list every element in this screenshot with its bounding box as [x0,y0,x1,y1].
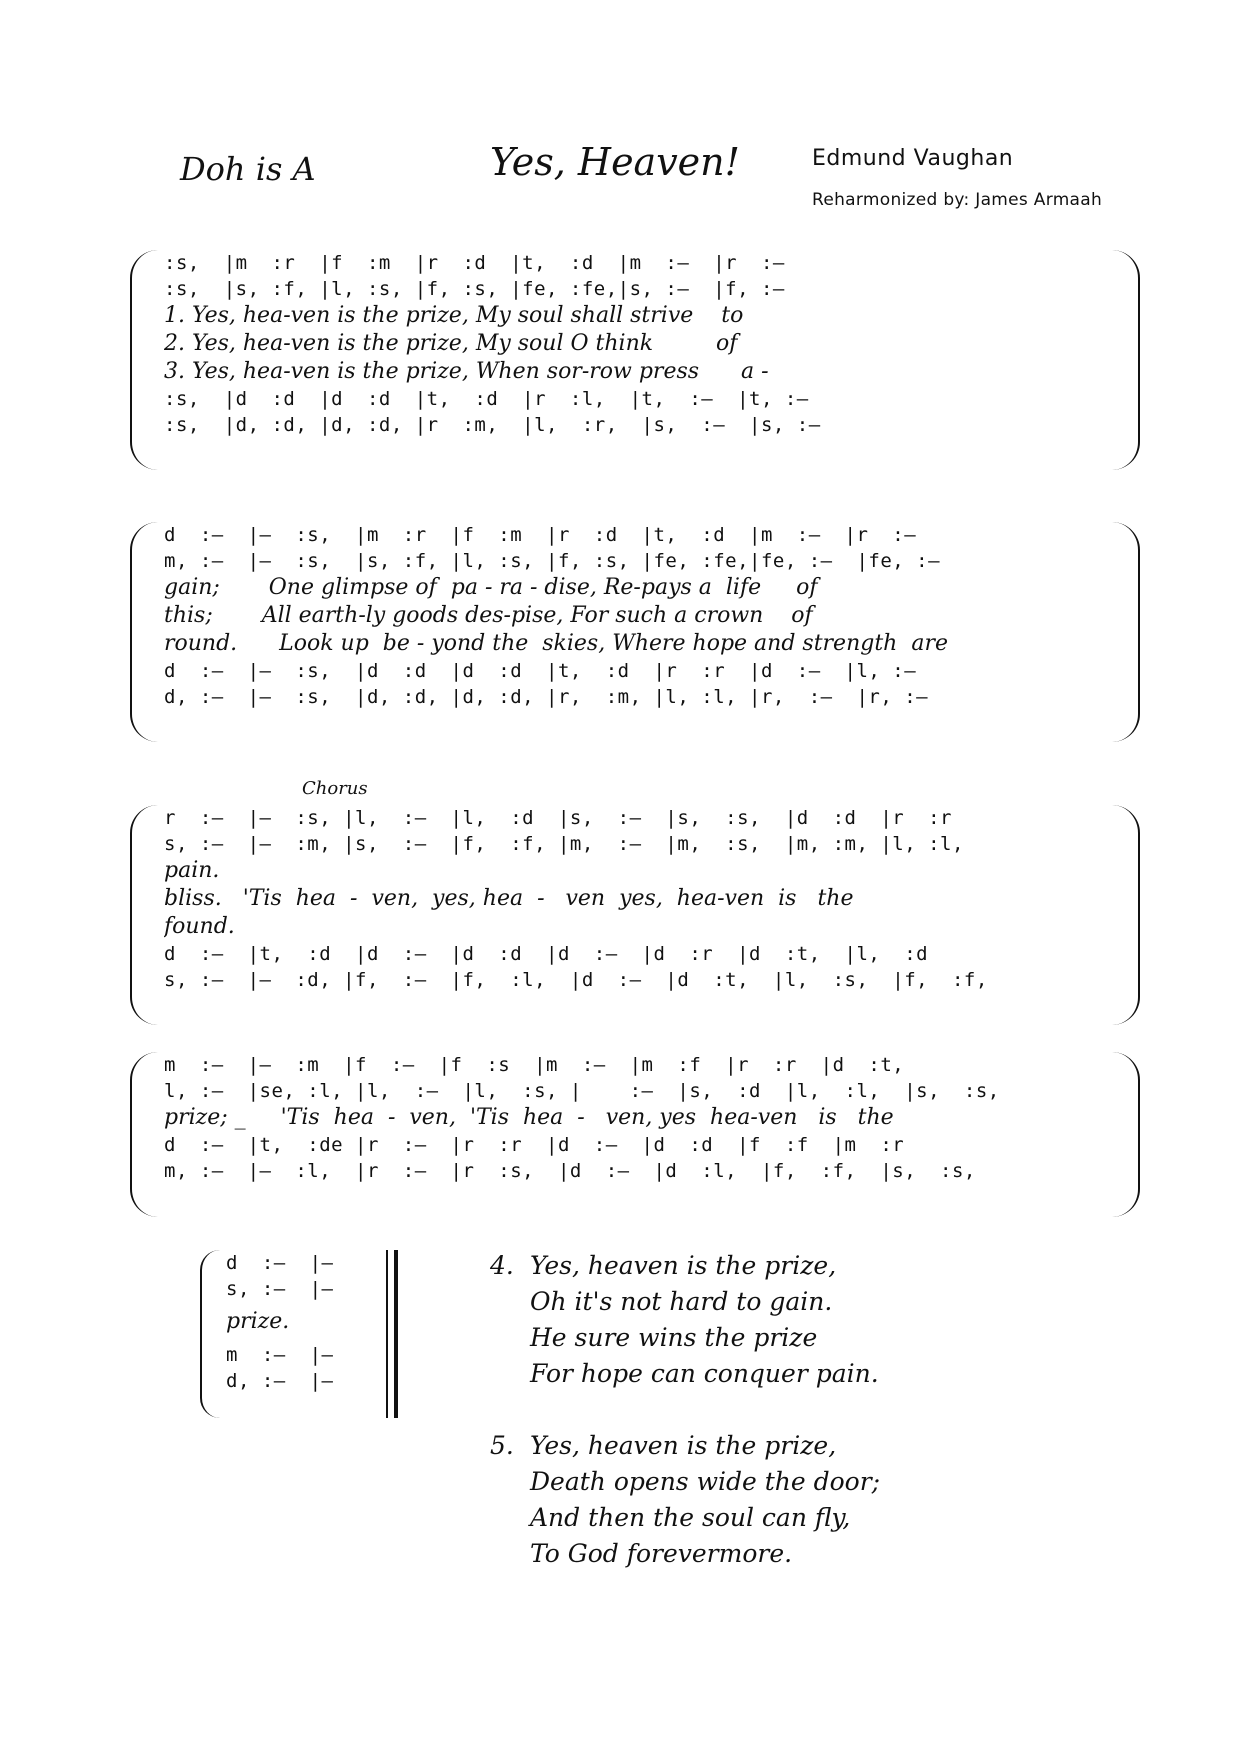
score-system-1 [130,250,1140,470]
song-title: Yes, Heaven! [490,140,740,184]
verse-5 [490,1428,880,1572]
soprano-notes: :s, |m :r |f :m |r :d |t, :d |m :— |r :— [164,252,785,274]
lyric-line-verse-3: found. [164,914,235,939]
chorus-label: Chorus [302,778,368,799]
alto-notes: l, :— |se, :l, |l, :— |l, :s, | :— |s, :d |l, :l, |s, :s, [164,1080,1000,1102]
verse-line: Yes, heaven is the prize, [530,1431,837,1460]
tenor-notes: m :— |— [226,1344,334,1366]
soprano-notes: m :— |— :m |f :— |f :s |m :— |m :f |r :r |d :t, [164,1054,905,1076]
final-measure [200,1250,400,1418]
system-brace-right [1112,805,1140,1025]
verse-line: He sure wins the prize [530,1323,818,1352]
verse-4 [490,1248,879,1392]
tenor-notes: :s, |d :d |d :d |t, :d |r :l, |t, :— |t, :— [164,388,809,410]
key-signature: Doh is A [180,150,316,188]
soprano-notes: d :— |— [226,1252,334,1274]
system-rows [164,1052,1106,1184]
lyric-line-verse-1: pain. [164,858,220,883]
verse-number: 5. [490,1431,514,1460]
score-system-4 [130,1052,1140,1217]
verse-line: Oh it's not hard to gain. [530,1287,833,1316]
final-barline-thin [386,1250,388,1418]
verse-line: To God forevermore. [530,1539,793,1568]
final-brace [200,1250,220,1418]
verse-number: 4. [490,1251,514,1280]
alto-notes: s, :— |— :m, |s, :— |f, :f, |m, :— |m, :s, |m, :m, |l, :l, [164,833,964,855]
bass-notes: d, :— |— :s, |d, :d, |d, :d, |r, :m, |l, :l, |r, :— |r, :— [164,686,929,708]
score-system-2 [130,522,1140,742]
composer-name: Edmund Vaughan [812,146,1014,171]
lyric-line-verse-1: 1. Yes, hea-ven is the prize, My soul shall strive to [164,303,744,328]
system-rows [164,250,1106,438]
lyric-line-verse-2: 2. Yes, hea-ven is the prize, My soul O think of [164,331,738,356]
system-brace-left [130,1052,158,1217]
verse-line: Death opens wide the door; [530,1467,881,1496]
lyric-line-verse-3: round. Look up be - yond the skies, Where hope and strength are [164,631,948,656]
system-brace-right [1112,522,1140,742]
lyric-line-verse-1: gain; One glimpse of pa - ra - dise, Re-pays a life of [164,575,818,600]
alto-notes: :s, |s, :f, |l, :s, |f, :s, |fe, :fe,|s, :— |f, :— [164,278,785,300]
verse-line: For hope can conquer pain. [530,1359,879,1388]
bass-notes: :s, |d, :d, |d, :d, |r :m, |l, :r, |s, :— |s, :— [164,414,821,436]
bass-notes: s, :— |— :d, |f, :— |f, :l, |d :— |d :t, |l, :s, |f, :f, [164,969,988,991]
system-brace-left [130,805,158,1025]
lyric-line-chorus: prize; _ 'Tis hea - ven, 'Tis hea - ven, yes hea-ven is the [164,1105,894,1130]
alto-notes: s, :— |— [226,1278,334,1300]
verse-line: And then the soul can fly, [530,1503,851,1532]
soprano-notes: d :— |— :s, |m :r |f :m |r :d |t, :d |m :— |r :— [164,524,917,546]
soprano-notes: r :— |— :s, |l, :— |l, :d |s, :— |s, :s, |d :d |r :r [164,807,952,829]
alto-notes: m, :— |— :s, |s, :f, |l, :s, |f, :s, |fe, :fe,|fe, :— |fe, :— [164,550,941,572]
lyric-line-verse-3: 3. Yes, hea-ven is the prize, When sor-row press a - [164,359,769,384]
system-brace-left [130,250,158,470]
score-system-3 [130,805,1140,1025]
bass-notes: m, :— |— :l, |r :— |r :s, |d :— |d :l, |f, :f, |s, :s, [164,1160,976,1182]
final-rows [226,1250,380,1394]
arranger-credit: Reharmonized by: James Armaah [812,190,1103,210]
lyric-line-chorus: bliss. 'Tis hea - ven, yes, hea - ven yes, hea-ven is the [164,886,854,911]
system-rows [164,522,1106,710]
system-brace-right [1112,1052,1140,1217]
tenor-notes: d :— |t, :de |r :— |r :r |d :— |d :d |f :f |m :r [164,1134,905,1156]
verse-line: Yes, heaven is the prize, [530,1251,837,1280]
system-brace-right [1112,250,1140,470]
final-lyric: prize. [226,1309,290,1334]
bass-notes: d, :— |— [226,1370,334,1392]
system-rows [164,805,1106,993]
tenor-notes: d :— |— :s, |d :d |d :d |t, :d |r :r |d :— |l, :— [164,660,917,682]
system-brace-left [130,522,158,742]
lyric-line-verse-2: this; All earth-ly goods des-pise, For such a crown of [164,603,813,628]
tenor-notes: d :— |t, :d |d :— |d :d |d :— |d :r |d :t, |l, :d [164,943,929,965]
final-barline-thick [394,1250,398,1418]
